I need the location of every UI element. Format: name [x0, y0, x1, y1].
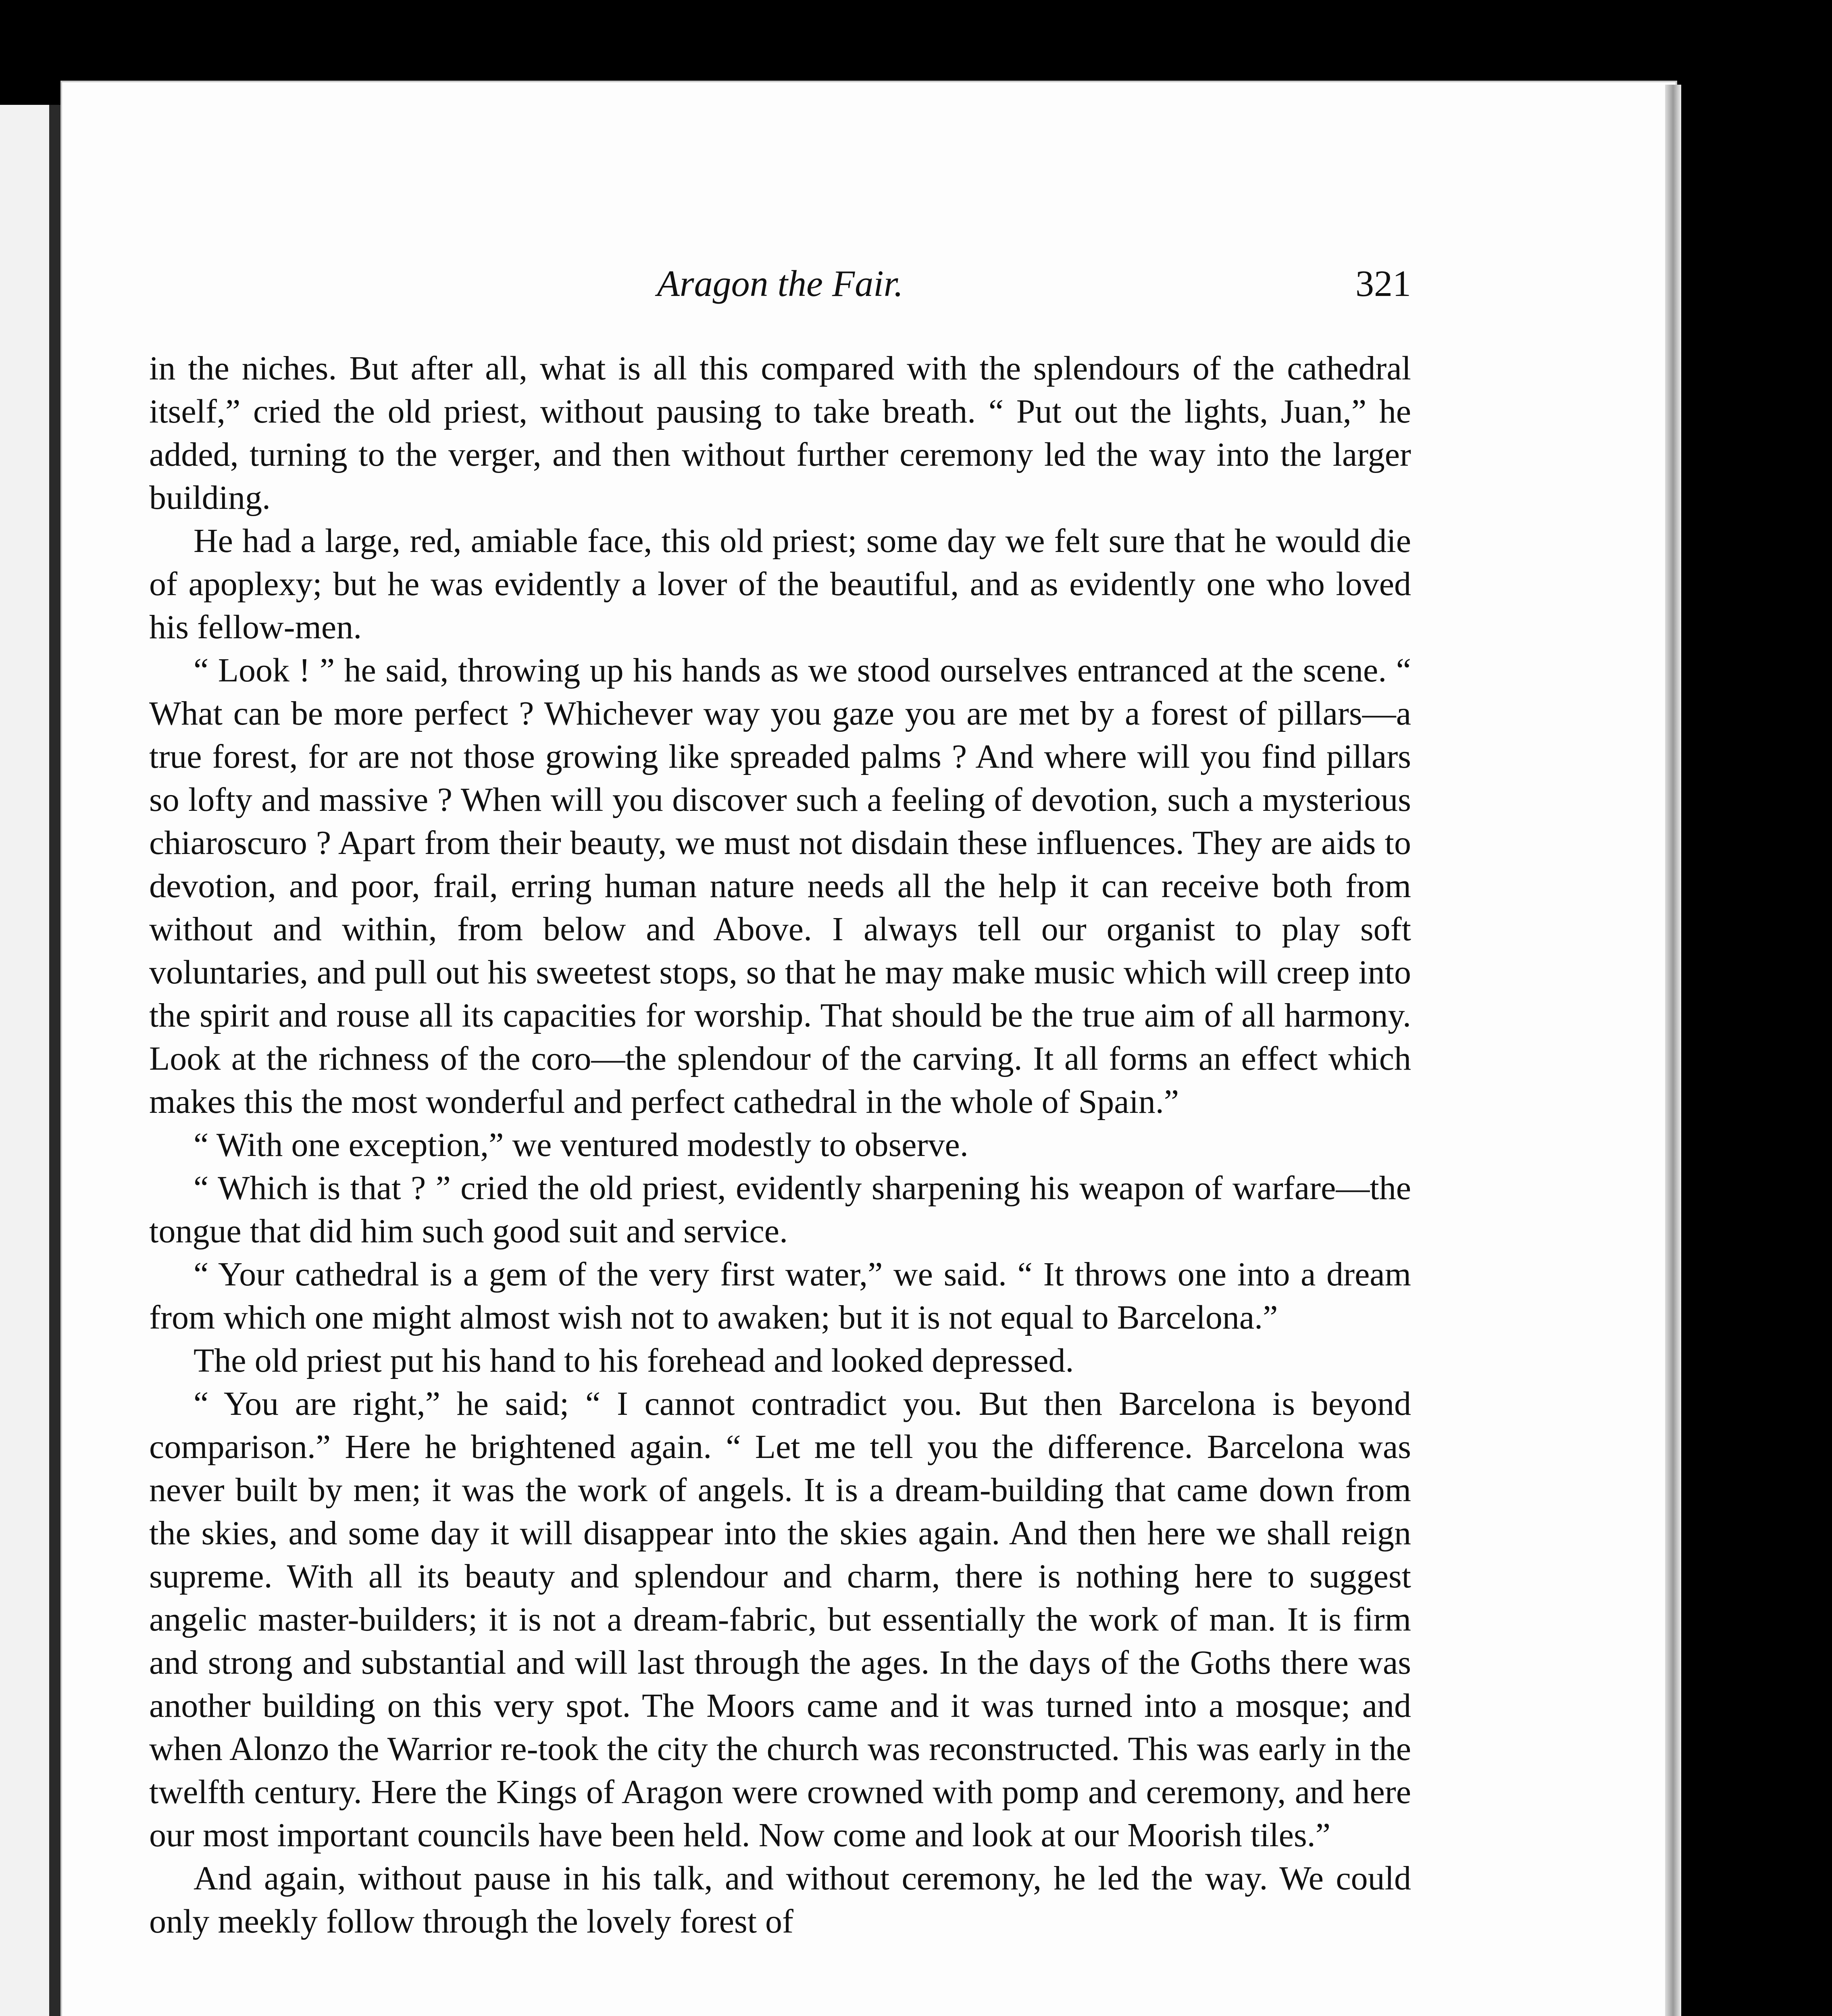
paragraph: “ Look ! ” he said, throwing up his hands as we stood ourselves entranced at the scene. “ What can be more perfect ? Whichever way you gaze you are met by a forest of pillars—a true forest, for are not those growing like spreaded palms ? And where will you find pillars so lofty and massive ? When will you discover such a feeling of devotion, such a mysterious chiaroscuro ? Apart from their beauty, we must not disdain these influences. They are aids to devotion, and poor, frail, erring human nature needs all the help it can receive both from without and within, from below and Above. I always tell our organist to play soft voluntaries, and pull out his sweetest stops, so that he may make music which will creep into the spirit and rouse all its capacities for worship. That should be the true aim of all harmony. Look at the richness of the coro—the splendour of the carving. It all forms an effect which makes this the most wonderful and perfect cathedral in the whole of Spain.”: [149, 652, 1411, 1120]
left-page-edge: [0, 105, 60, 2016]
body-text: [149, 347, 1411, 1943]
paragraph: He had a large, red, amiable face, this old priest; some day we felt sure that he would die of apoplexy; but he was evidently a lover of the beautiful, and as evidently one who loved his fellow-men.: [149, 522, 1411, 646]
page-number: 321: [1355, 263, 1411, 304]
page-right-edge: [1665, 85, 1681, 2016]
running-title: Aragon the Fair.: [657, 263, 904, 304]
paragraph: “ Your cathedral is a gem of the very first water,” we said. “ It throws one into a dream from which one might almost wish not to awaken; but it is not equal to Barcelona.”: [149, 1256, 1411, 1336]
paragraph: And again, without pause in his talk, and without ceremony, he led the way. We could only meekly follow through the lovely forest of: [149, 1860, 1411, 1940]
paragraph: “ With one exception,” we ventured modestly to observe.: [194, 1126, 968, 1164]
paragraph: in the niches. But after all, what is all this compared with the splendours of the cathedral itself,” cried the old priest, without pausing to take breath. “ Put out the lights, Juan,” he added, turning to the verger, and then without further ceremony led the way into the larger building.: [149, 350, 1411, 516]
paragraph: The old priest put his hand to his forehead and looked depressed.: [194, 1342, 1074, 1379]
paragraph: “ Which is that ? ” cried the old priest, evidently sharpening his weapon of warfare—the tongue that did him such good suit and service.: [149, 1169, 1411, 1250]
paragraph: “ You are right,” he said; “ I cannot contradict you. But then Barcelona is beyond comparison.” Here he brightened again. “ Let me tell you the difference. Barcelona was never built by men; it was the work of angels. It is a dream-building that came down from the skies, and some day it will disappear into the skies again. And then here we shall reign supreme. With all its beauty and splendour and charm, there is nothing here to suggest angelic master-builders; it is not a dream-fabric, but essentially the work of man. It is firm and strong and substantial and will last through the ages. In the days of the Goths there was another building on this very spot. The Moors came and it was turned into a mosque; and when Alonzo the Warrior re-took the city the church was reconstructed. This was early in the twelfth century. Here the Kings of Aragon were crowned with pomp and ceremony, and here our most important councils have been held. Now come and look at our Moorish tiles.”: [149, 1385, 1411, 1854]
running-head: [149, 262, 1411, 306]
